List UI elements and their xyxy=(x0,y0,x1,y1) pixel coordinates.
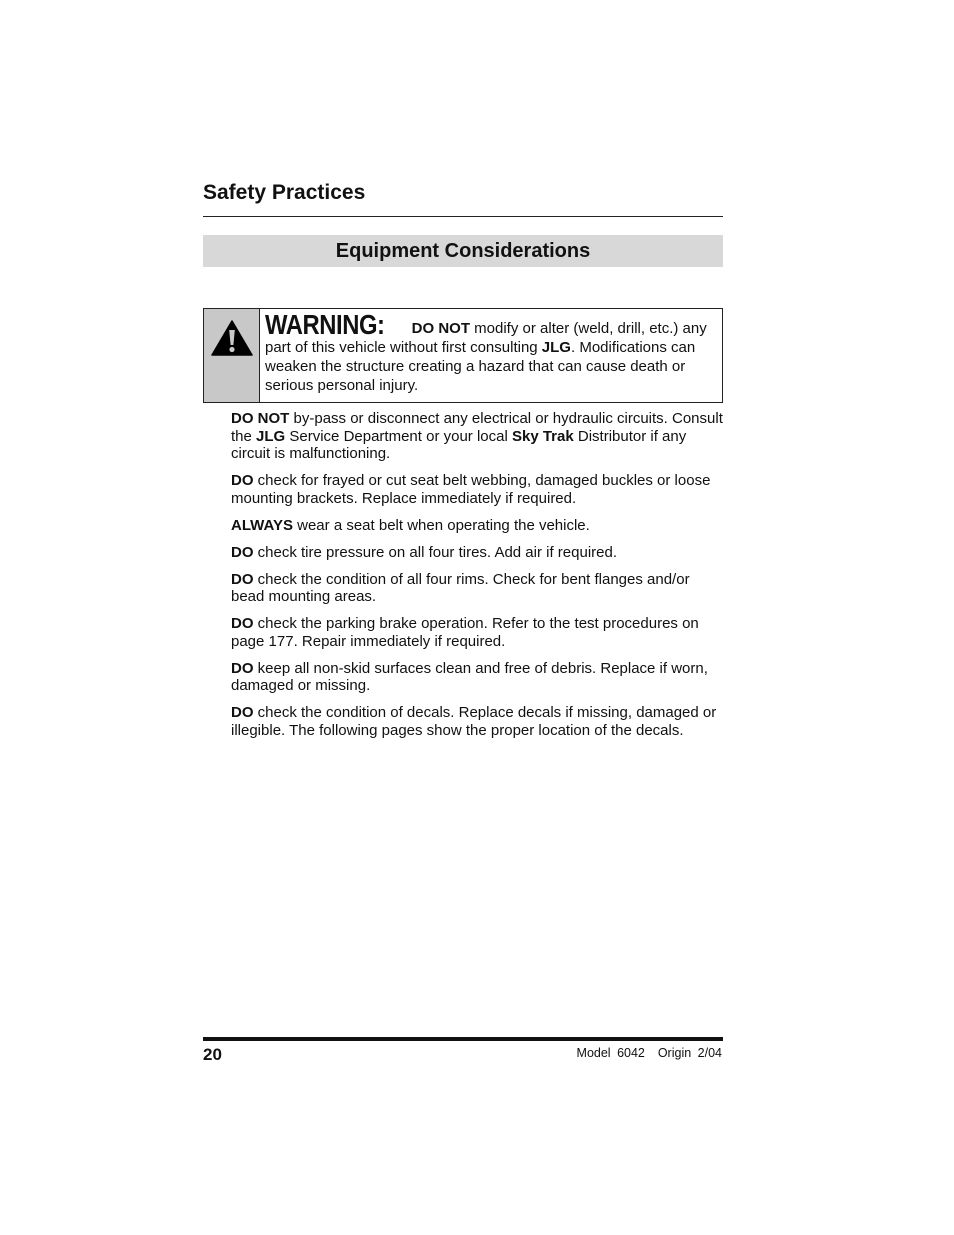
practice-lead: DO xyxy=(231,472,254,489)
origin-label: Origin xyxy=(657,1046,692,1060)
practice-item xyxy=(231,615,723,650)
practice-lead: DO NOT xyxy=(231,410,290,427)
practice-text: by-pass or disconnect any electrical or hydraulic circuits. Consult the xyxy=(231,410,723,445)
practice-lead: DO xyxy=(231,704,254,721)
warning-triangle-icon xyxy=(211,320,253,356)
origin-date: 2/04 xyxy=(697,1046,722,1060)
practice-item xyxy=(231,544,723,562)
practice-item xyxy=(231,410,723,463)
model-number: 6042 xyxy=(617,1046,645,1060)
practice-item xyxy=(231,472,723,507)
practice-lead: DO xyxy=(231,543,254,561)
model-label: Model xyxy=(576,1046,611,1060)
practice-item xyxy=(231,517,723,535)
practice-brand: Sky Trak xyxy=(511,427,574,445)
practice-text: check the condition of all four rims. Check for bent flanges and/or bead mounting areas. xyxy=(231,570,690,605)
safety-practices-list xyxy=(231,410,723,749)
practice-lead: ALWAYS xyxy=(231,516,293,534)
practice-item xyxy=(231,660,723,695)
warning-lead: DO NOT xyxy=(411,320,470,337)
warning-text-segment: modify or alter (weld, drill, etc.) any part of this vehicle without first consulting xyxy=(265,320,707,356)
practice-lead: DO xyxy=(231,659,254,677)
practice-text: check for frayed or cut seat belt webbing, damaged buckles or loose mounting brackets. Replace immediately if required. xyxy=(231,472,711,507)
footer-divider xyxy=(203,1037,723,1041)
practice-text: check the condition of decals. Replace decals if missing, damaged or illegible. The following pages show the proper location of the decals. xyxy=(231,704,717,739)
practice-text: keep all non-skid surfaces clean and free of debris. Replace if worn, damaged or missing. xyxy=(231,659,708,694)
practice-text: check the parking brake operation. Refer to the test procedures on page 177. Repair immediately if required. xyxy=(231,615,699,650)
practice-text: check tire pressure on all four tires. Add air if required. xyxy=(253,543,618,561)
practice-lead: DO xyxy=(231,570,254,588)
footer-meta xyxy=(577,1046,722,1060)
practice-text: Distributor if any circuit is malfunctioning. xyxy=(231,427,687,462)
page-number: 20 xyxy=(203,1045,222,1064)
warning-text-segment: . Modifications can weaken the structure creating a hazard that can cause death or serious personal injury. xyxy=(265,339,696,394)
subsection-header xyxy=(203,235,723,267)
subsection-title: Equipment Considerations xyxy=(335,239,591,262)
practice-text: wear a seat belt when operating the vehicle. xyxy=(292,516,590,534)
warning-label: WARNING: xyxy=(265,309,385,340)
warning-box xyxy=(203,308,723,403)
section-title: Safety Practices xyxy=(203,181,366,204)
practice-text: Service Department or your local xyxy=(285,427,512,445)
warning-text xyxy=(260,309,722,402)
warning-brand: JLG xyxy=(541,339,571,356)
practice-item xyxy=(231,571,723,606)
title-divider xyxy=(203,216,723,217)
warning-icon-cell xyxy=(204,309,260,402)
practice-brand: JLG xyxy=(256,427,286,445)
practice-item xyxy=(231,704,723,739)
practice-lead: DO xyxy=(231,615,254,632)
